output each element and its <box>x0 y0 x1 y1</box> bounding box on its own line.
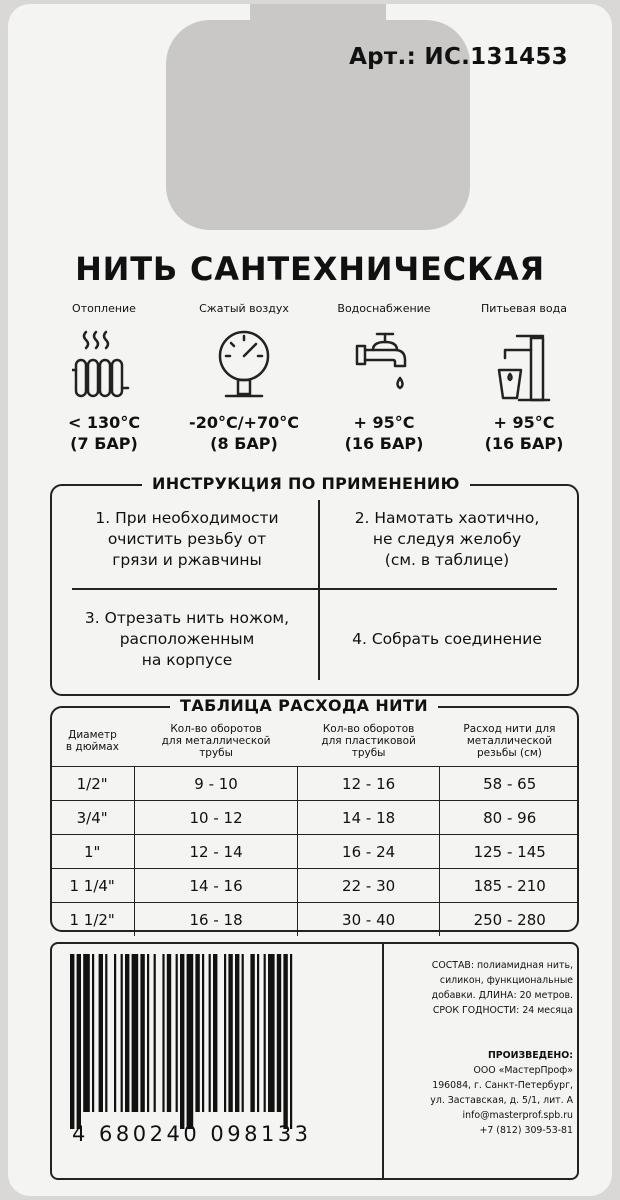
table-cell: 3/4" <box>50 801 135 835</box>
barcode-bar <box>277 954 281 1112</box>
table-cell: 12 - 16 <box>297 767 440 801</box>
usage-heating <box>34 302 174 454</box>
barcode-bar <box>176 954 178 1112</box>
table-cell: 185 - 210 <box>440 869 579 903</box>
radiator-icon <box>34 320 174 412</box>
instructions-divider-vertical <box>318 500 320 680</box>
step-line: очистить резьбу от <box>107 530 267 548</box>
barcode-bar <box>264 954 266 1112</box>
barcode-bar <box>228 954 232 1112</box>
header-line: металлической <box>466 735 553 747</box>
barcode-bar <box>242 954 244 1112</box>
pressure-gauge-icon <box>174 320 314 412</box>
composition-line: СОСТАВ: полиамидная нить, <box>431 960 573 971</box>
usage-icons <box>34 302 594 454</box>
table-header-row <box>50 716 579 767</box>
barcode-bar <box>290 954 292 1129</box>
info-box <box>50 942 579 1180</box>
table-cell: 10 - 12 <box>135 801 297 835</box>
usage-drinking-water <box>454 302 594 454</box>
step-line: на корпусе <box>141 651 233 669</box>
product-title: НИТЬ САНТЕХНИЧЕСКАЯ <box>75 250 545 288</box>
barcode-bar <box>224 954 226 1112</box>
consumption-table <box>50 716 579 936</box>
barcode-bar <box>167 954 171 1112</box>
table-cell: 9 - 10 <box>135 767 297 801</box>
barcode-bar <box>154 954 156 1112</box>
step-line: грязи и ржавчины <box>112 551 262 569</box>
step-line: расположенным <box>119 630 255 648</box>
barcode-bar <box>257 954 259 1112</box>
instruction-step-2 <box>322 508 572 571</box>
header-diameter <box>50 716 135 767</box>
composition-line: добавки. ДЛИНА: 20 метров. <box>431 990 573 1001</box>
temperature-value: -20°C/+70°C <box>189 413 299 432</box>
usage-label: Водоснабжение <box>337 302 431 315</box>
table-row <box>50 767 579 801</box>
producer-line: 196084, г. Санкт-Петербург, <box>432 1080 573 1091</box>
producer-line: info@masterprof.spb.ru <box>462 1110 573 1121</box>
temperature-value: + 95°C <box>353 413 415 432</box>
usage-label: Сжатый воздух <box>199 302 289 315</box>
instruction-step-4 <box>322 629 572 650</box>
header-line: Кол-во оборотов <box>322 723 415 735</box>
barcode-bar <box>140 954 144 1112</box>
table-cell: 1/2" <box>50 767 135 801</box>
header-line: Расход нити для <box>463 723 556 735</box>
table-cell: 16 - 18 <box>135 903 297 937</box>
consumption-table-title: ТАБЛИЦА РАСХОДА НИТИ <box>170 696 438 715</box>
pressure-value: (7 БАР) <box>70 434 138 453</box>
barcode-bar <box>162 954 164 1112</box>
table-cell: 14 - 16 <box>135 869 297 903</box>
pressure-value: (8 БАР) <box>210 434 278 453</box>
instructions-box <box>50 474 579 696</box>
barcode-bar <box>180 954 184 1129</box>
faucet-glass-icon <box>454 320 594 412</box>
barcode-bar <box>83 954 90 1112</box>
instructions-title: ИНСТРУКЦИЯ ПО ПРИМЕНЕНИЮ <box>142 474 470 493</box>
step-line: 1. При необходимости <box>95 509 279 527</box>
table-row <box>50 801 579 835</box>
header-line: для металлической <box>161 735 271 747</box>
temperature-value: < 130°C <box>67 413 141 432</box>
table-cell: 250 - 280 <box>440 903 579 937</box>
header-line: Кол-во оборотов <box>170 723 262 735</box>
pressure-value: (16 БАР) <box>484 434 564 453</box>
header-line: резьбы (см) <box>477 747 542 759</box>
table-row <box>50 869 579 903</box>
barcode-digits: 4 680240 098133 <box>72 1122 312 1146</box>
table-cell: 22 - 30 <box>297 869 440 903</box>
producer-text <box>387 1048 573 1138</box>
producer-line: ул. Заставская, д. 5/1, лит. А <box>430 1095 573 1106</box>
barcode-bar <box>77 954 81 1129</box>
consumption-table-box <box>50 696 579 932</box>
barcode-bar <box>99 954 103 1112</box>
barcode-bar <box>283 954 287 1129</box>
barcode-bar <box>195 954 199 1112</box>
table-cell: 12 - 14 <box>135 835 297 869</box>
barcode-bar <box>132 954 139 1112</box>
barcode-bar <box>147 954 149 1112</box>
table-cell: 1" <box>50 835 135 869</box>
barcode-bar <box>114 954 116 1112</box>
water-tap-icon <box>314 320 454 412</box>
header-line: трубы <box>199 747 233 759</box>
barcode-bar <box>268 954 275 1112</box>
article-number: Арт.: ИС.131453 <box>349 44 568 70</box>
usage-label: Питьевая вода <box>481 302 567 315</box>
table-cell: 58 - 65 <box>440 767 579 801</box>
table-cell: 16 - 24 <box>297 835 440 869</box>
composition-line: СРОК ГОДНОСТИ: 24 месяца <box>432 1005 573 1016</box>
step-line: (см. в таблице) <box>384 551 510 569</box>
usage-water-supply <box>314 302 454 454</box>
barcode-bar <box>187 954 194 1129</box>
producer-line: ПРОИЗВЕДЕНО: <box>487 1050 573 1061</box>
temperature-value: + 95°C <box>493 413 555 432</box>
table-cell: 14 - 18 <box>297 801 440 835</box>
instruction-step-1 <box>60 508 314 571</box>
step-line: не следуя желобу <box>372 530 522 548</box>
step-line: 3. Отрезать нить ножом, <box>84 609 290 627</box>
instructions-divider-horizontal <box>72 588 557 590</box>
barcode-bar <box>235 954 239 1112</box>
usage-compressed-air <box>174 302 314 454</box>
barcode-bar <box>202 954 204 1112</box>
table-cell: 125 - 145 <box>440 835 579 869</box>
table-cell: 1 1/4" <box>50 869 135 903</box>
producer-line: ООО «МастерПроф» <box>473 1065 573 1076</box>
header-line: трубы <box>351 747 386 759</box>
instruction-step-3 <box>60 608 314 671</box>
producer-line: +7 (812) 309-53-81 <box>479 1125 573 1136</box>
header-consumption <box>440 716 579 767</box>
table-row <box>50 835 579 869</box>
barcode-bar <box>92 954 94 1112</box>
package-card <box>8 4 612 1196</box>
usage-label: Отопление <box>72 302 136 315</box>
header-line: Диаметр <box>68 729 117 741</box>
barcode-icon <box>64 954 370 1129</box>
table-cell: 30 - 40 <box>297 903 440 937</box>
header-line: для пластиковой <box>321 735 416 747</box>
header-line: в дюймах <box>65 741 119 753</box>
header-plastic-turns <box>297 716 440 767</box>
barcode-bar <box>213 954 217 1112</box>
table-row <box>50 903 579 937</box>
table-cell: 80 - 96 <box>440 801 579 835</box>
step-line: 2. Намотать хаотично, <box>354 509 540 527</box>
pressure-value: (16 БАР) <box>344 434 424 453</box>
barcode-bar <box>209 954 211 1112</box>
barcode-bar <box>70 954 74 1129</box>
barcode-bar <box>121 954 123 1112</box>
table-cell: 1 1/2" <box>50 903 135 937</box>
info-divider <box>382 944 384 1178</box>
composition-text <box>387 958 573 1018</box>
header-metal-turns <box>135 716 297 767</box>
composition-line: силикон, функциональные <box>439 975 573 986</box>
step-line: 4. Собрать соединение <box>352 630 542 648</box>
barcode-bar <box>125 954 129 1112</box>
barcode-bar <box>105 954 107 1112</box>
barcode-bar <box>250 954 254 1112</box>
